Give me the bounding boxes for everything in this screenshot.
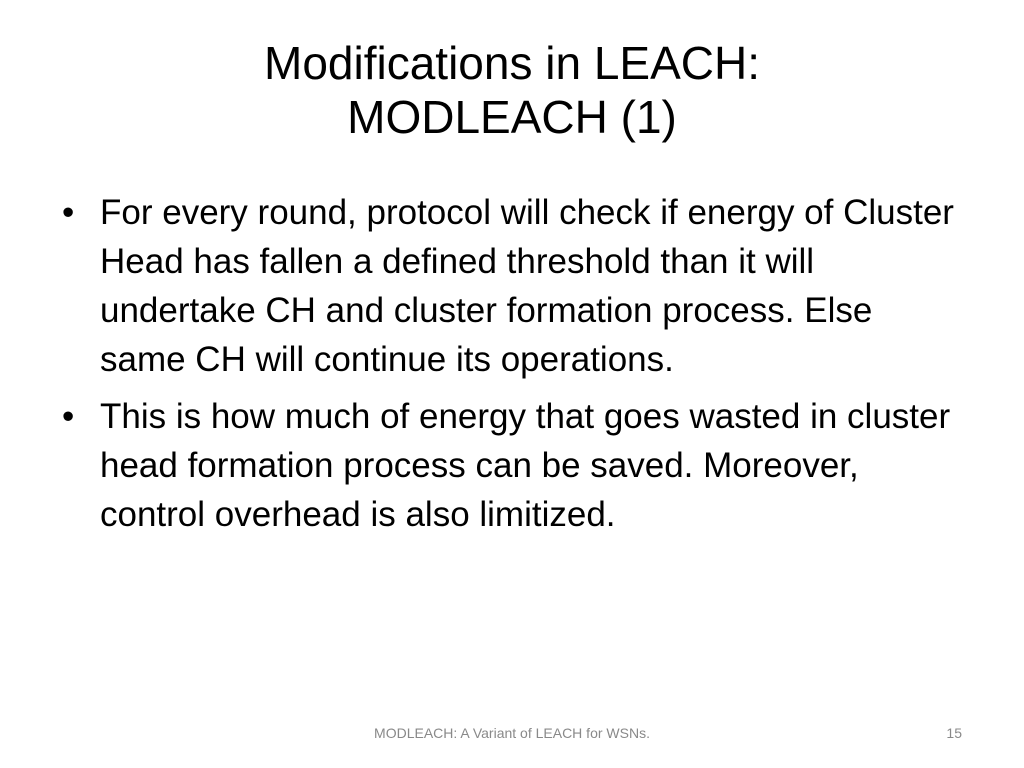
bullet-item-round-check [62, 188, 962, 384]
slide-page-number: 15 [946, 725, 962, 741]
bullet-list [62, 188, 962, 547]
slide-title-line-1: Modifications in LEACH: [264, 37, 760, 89]
slide-footer: MODLEACH: A Variant of LEACH for WSNs. [374, 725, 650, 741]
bullet-text: For every round, protocol will check if energy of Cluster Head has fallen a defined threshold than it will undertake CH and cluster formation process. Else same CH will continue its operations. [100, 193, 954, 379]
slide-title [60, 36, 964, 144]
slide-title-line-2: MODLEACH (1) [347, 91, 677, 143]
bullet-item-energy-saving [62, 392, 962, 539]
bullet-icon: • [62, 397, 75, 436]
bullet-icon: • [62, 193, 75, 232]
bullet-text: This is how much of energy that goes wasted in cluster head formation process can be saved. Moreover, control overhead is also limitized. [100, 397, 951, 534]
